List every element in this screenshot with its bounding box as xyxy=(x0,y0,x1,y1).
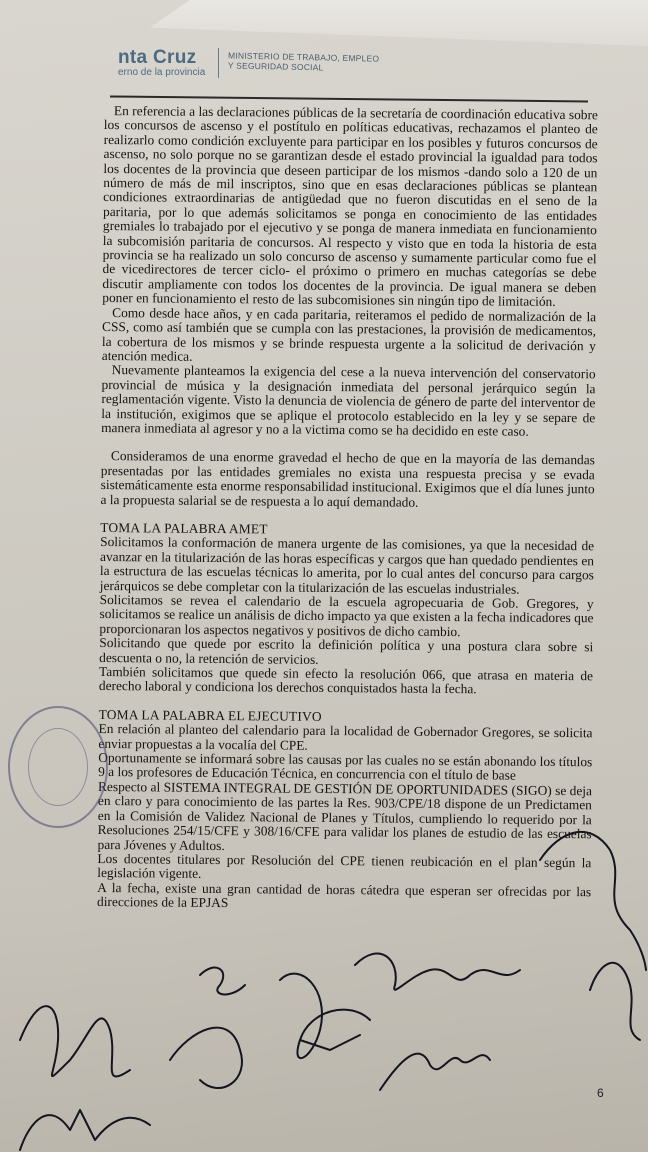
document-body xyxy=(97,104,598,914)
signature-2 xyxy=(20,1110,150,1150)
amet-item: Solicitamos se revea el calendario de la escuela agropecuaria de Gob. Gregores, y solicitamos se realice un análisis de dicho impacto ya que existen a la fecha indicadores que proporcionaran los aspectos negativos y positivos de dicho cambio. xyxy=(99,591,594,639)
official-stamp xyxy=(8,706,108,828)
letterhead-divider xyxy=(218,48,219,78)
signature-7 xyxy=(355,954,520,990)
brand-logo-text: nta Cruz xyxy=(118,47,197,68)
stamp-inner-ring xyxy=(28,728,88,806)
signature-10 xyxy=(590,963,640,1040)
page-fold xyxy=(150,0,648,46)
ejecutivo-item: Los docentes titulares por Resolución del CPE tienen reubicación en el plan según la legislación vigente. xyxy=(97,850,592,882)
ministry-line-2: Y SEGURIDAD SOCIAL xyxy=(227,60,324,73)
page-number: 6 xyxy=(597,1086,604,1100)
signature-4 xyxy=(170,1028,242,1088)
ejecutivo-item: A la fecha, existe una gran cantidad de horas cátedra que esperan ser ofrecidas por las direcciones de la EPJAS xyxy=(96,879,592,911)
ministry-name xyxy=(228,50,380,73)
paragraph: Consideramos de una enorme gravedad el hecho de que en la mayoría de las demandas presentadas por las entidades gremiales no exista una respuesta precisa y se evada sistemáticamente esta enorme responsabilidad institucional. Exigimos que el día lunes junto a la propuesta salarial se de respuesta a lo aquí demandado. xyxy=(100,448,595,510)
ejecutivo-item: En relación al planteo del calendario para la localidad de Gobernador Gregores, se solicita enviar propuestas a la vocalía del CPE. xyxy=(98,721,593,753)
ministry-line-1: MINISTERIO DE TRABAJO, EMPLEO xyxy=(228,50,380,64)
brand-subtitle: erno de la provincia xyxy=(118,67,206,78)
amet-item: También solicitamos que quede sin efecto la resolución 066, que atrasa en materia de derecho laboral y condiciona los derechos conquistados hasta la fecha. xyxy=(98,664,594,697)
signature-6 xyxy=(300,1035,360,1050)
signature-8 xyxy=(380,1054,490,1090)
amet-item: Solicitando que quede por escrito la definición política y una postura clara sobre si descuenta o no, la retención de servicios. xyxy=(99,635,594,667)
signature-1 xyxy=(20,1006,130,1076)
section-heading-amet: TOMA LA PALABRA AMET xyxy=(100,519,268,537)
header-rule xyxy=(110,95,588,102)
letterhead xyxy=(0,44,648,84)
ejecutivo-item: Respecto al SISTEMA INTEGRAL DE GESTIÓN DE OPORTUNIDADES (SIGO) se deja en claro y para conocimiento de las partes la Res. 903/CPE/18 dispone de un Predictamen en la Comisión de Validez Nacional de Planes y Títulos, cumpliendo lo requerido por la Resoluciones 254/15/CFE y 308/16/CFE para validar los planes de estudio de las escuelas para Jóvenes y Adultos. xyxy=(97,778,593,853)
paragraph: En referencia a las declaraciones públicas de la secretaría de coordinación educativa sobre los concursos de ascenso y el postítulo en políticas educativas, rechazamos el planteo de realizarlo como condición excluyente para participar en los posibles y futuros concursos de ascenso, no solo porque no se garantizan desde el estado provincial la igualdad para todos los docentes de la provincia que deseen participar de los mismos -dando solo a 120 de un número de más de mil inscriptos, sino que en esas declaraciones públicas se plantean condiciones extraordinarias de antigüedad que no fueron discutidas en el seno de la paritaria, por lo que además solicitamos se ponga en conocimiento de las entidades gremiales lo trabajado por el ejecutivo y se ponga de manera inmediata en funcionamiento la subcomisión paritaria de concursos. Al respecto y visto que en toda la historia de esta provincia se ha realizado un solo concurso de ascenso y sumamente particular como fue el de vicedirectores de tercer ciclo- el próximo o primero en muchas categorías se debe discutir ampliamente con todos los docentes de la provincia. De igual manera se deben poner en funcionamiento el resto de las subcomisiones sin ningún tipo de limitación. xyxy=(102,103,598,310)
signature-5 xyxy=(280,974,370,1058)
amet-item: Solicitamos la conformación de manera urgente de las comisiones, ya que la necesidad de avanzar en la titularización de las horas específicas y cargos que han quedado pendientes en la estructura de las escuelas técnicas lo amerita, por lo cual antes del concurso para cargos jerárquicos se debe completar con la titularización de las escuelas industriales. xyxy=(99,534,595,597)
section-heading-ejecutivo: TOMA LA PALABRA EL EJECUTIVO xyxy=(98,706,322,724)
paragraph: Nuevamente planteamos la exigencia del cese a la nueva intervención del conservatorio provincial de música y la designación inmediata del personal jerárquico según la reglamentación vigente. Visto la denuncia de violencia de género de parte del interventor de la institución, exigimos que se aplique el protocolo establecido en la ley y se separe de manera inmediata al agresor y no a la victima como se ha decidido en este caso. xyxy=(101,362,596,439)
ejecutivo-item: Oportunamente se informará sobre las causas por las cuales no se están abonando los títulos 9 a los profesores de Educación Técnica, en concurrencia con el título de base xyxy=(98,750,593,784)
signature-3 xyxy=(200,968,245,995)
paragraph: Como desde hace años, y en cada paritaria, reiteramos el pedido de normalización de la CSS, como así también que se cumpla con las prestaciones, la provisión de medicamentos, la cobertura de los mismos y se brinde respuesta urgente a la solicitud de derivación y atención medica. xyxy=(101,304,597,364)
